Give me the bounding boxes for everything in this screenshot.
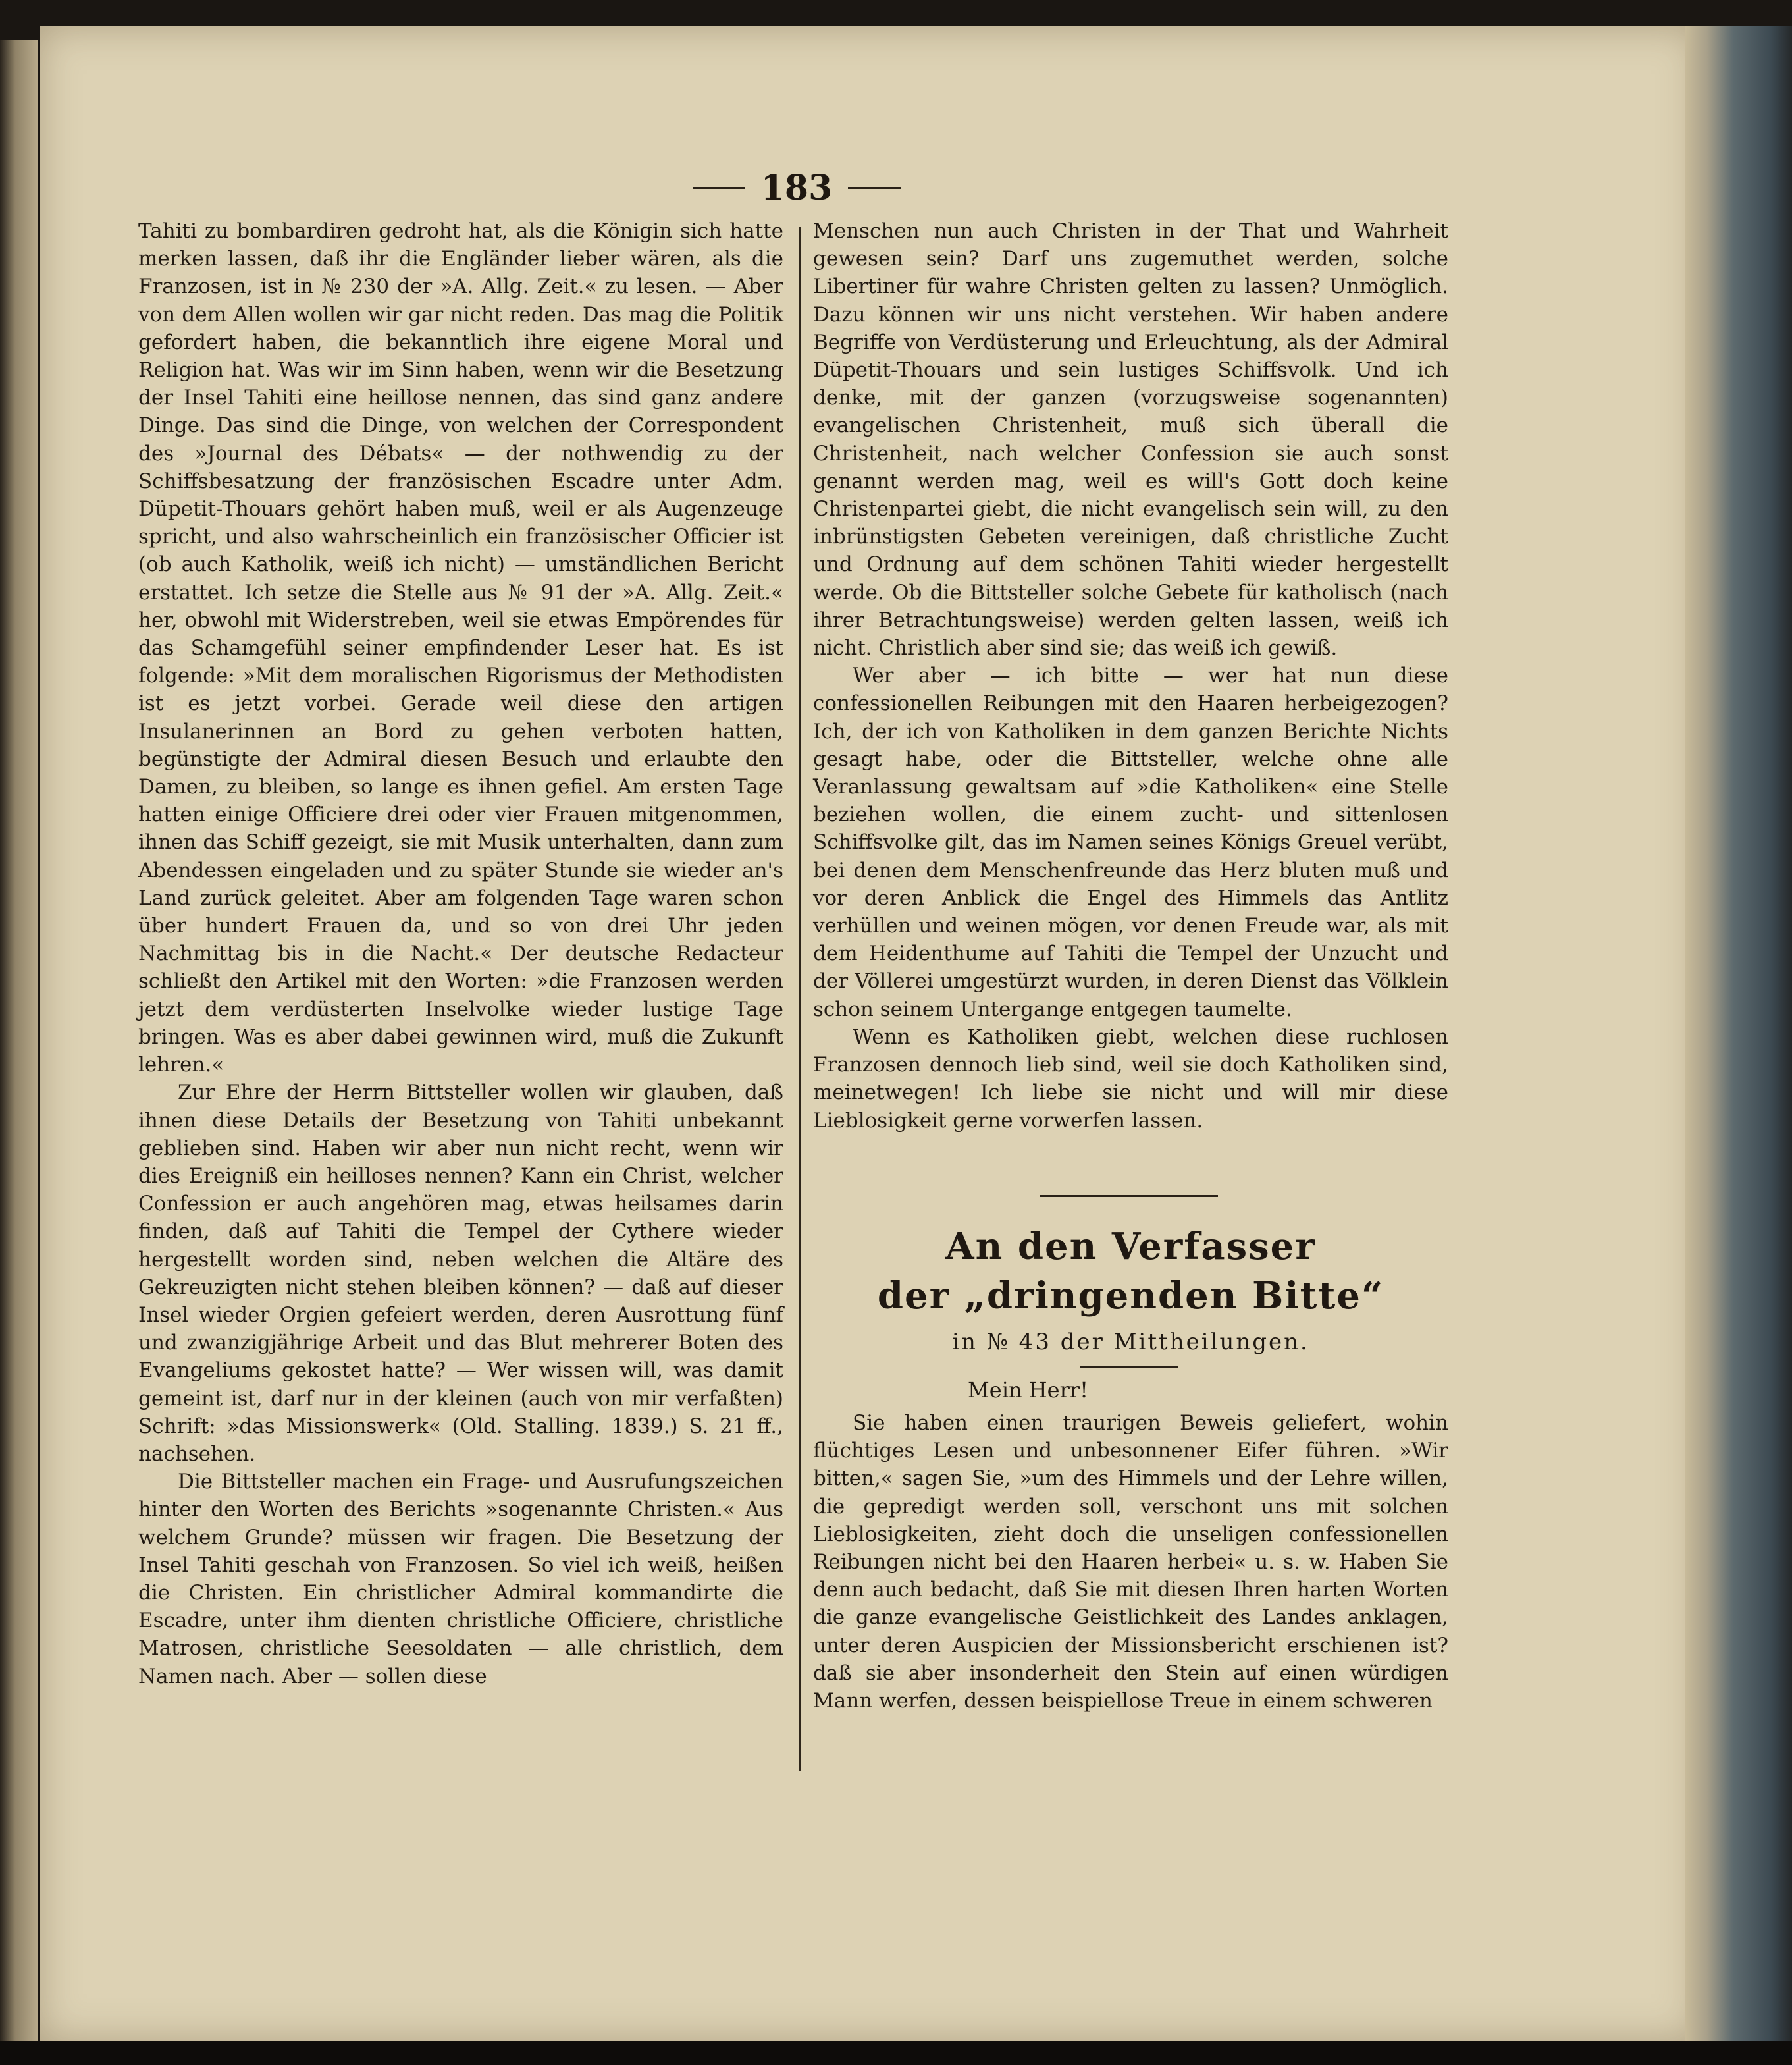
page-header [678,165,915,211]
column-divider [799,227,801,1771]
header-rule-right [848,187,901,189]
paragraph: Tahiti zu bombardiren gedroht hat, als die Königin sich hatte merken lassen, daß ihr die Engländer lieber wären, als die Franzosen, ist in № 230 der »A. Allg. Zeit.« zu lesen. — Aber von dem Allen wollen wir gar nicht reden. Das mag die Politik gefordert haben, die bekanntlich ihre eigene Moral und Religion hat. Was wir im Sinn haben, wenn wir die Besetzung der Insel Tahiti eine heillose nennen, das sind ganz andere Dinge. Das sind die Dinge, von welchen der Correspondent des »Journal des Débats« — der nothwendig zu der Schiffsbesatzung der französischen Escadre unter Adm. Düpetit-Thouars gehört haben muß, weil er als Augenzeuge spricht, und also wahrscheinlich ein französischer Officier ist (ob auch Katholik, weiß ich nicht) — umständlichen Bericht erstattet. Ich setze die Stelle aus № 91 der »A. Allg. Zeit.« her, obwohl mit Widerstreben, weil sie etwas Empörendes für das Schamgefühl seiner empfindender Leser hat. Es ist folgende: »Mit dem moralischen Rigorismus der Methodisten ist es jetzt vorbei. Gerade weil diese den artigen Insulanerinnen an Bord zu gehen verboten hatten, begünstigte der Admiral diesen Besuch und erlaubte den Damen, zu bleiben, so lange es ihnen gefiel. Am ersten Tage hatten einige Officiere drei oder vier Frauen mitgenommen, ihnen das Schiff gezeigt, sie mit Musik unterhalten, dann zum Abendessen eingeladen und zu später Stunde sie wieder an's Land zurück geleitet. Aber am folgenden Tage waren schon über hundert Frauen da, und so von drei Uhr jeden Nachmittag bis in die Nacht.« Der deutsche Redacteur schließt den Artikel mit den Worten: »die Franzosen werden jetzt dem verdüsterten Inselvolke wieder lustige Tage bringen. Was es aber dabei gewinnen wird, muß die Zukunft lehren.« [138,219,783,1077]
section-subtitle: in № 43 der Mittheilungen. [952,1329,1309,1355]
section-rule-bottom [1080,1366,1178,1368]
salutation: Mein Herr! [968,1378,1089,1403]
section-title: An den Verfasser [945,1225,1316,1268]
header-rule-left [693,187,745,189]
section-rule-top [1040,1195,1218,1197]
paragraph: Menschen nun auch Christen in der That und Wahrheit gewesen sein? Darf uns zugemuthet werden, solche Libertiner für wahre Christen gelten zu lassen? Unmöglich. Dazu können wir uns nicht verstehen. Wir haben andere Begriffe von Verdüsterung und Erleuchtung, als der Admiral Düpetit-Thouars und sein lustiges Schiffsvolk. Und ich denke, mit der ganzen (vorzugsweise sogenannten) evangelischen Christenheit, muß sich überall die Christenheit, nach welcher Confession sie auch sonst genannt werden mag, weil es will's Gott doch keine Christenpartei giebt, die nicht evangelisch sein will, zu den inbrünstigsten Gebeten vereinigen, daß christliche Zucht und Ordnung auf dem schönen Tahiti wieder hergestellt werde. Ob die Bittsteller solche Gebete für katholisch (nach ihrer Betrachtungsweise) werden gelten lassen, weiß ich nicht. Christlich aber sind sie; das weiß ich gewiß. [813,219,1448,660]
book-cover-edge [1685,26,1792,2041]
paragraph: Wer aber — ich bitte — wer hat nun diese confessionellen Reibungen mit den Haaren herbeigezogen? Ich, der ich von Katholiken in dem ganzen Berichte Nichts gesagt habe, oder die Bittsteller, welche ohne alle Veranlassung gewaltsam auf »die Katholiken« eine Stelle beziehen wollen, die einem zucht- und sittenlosen Schiffsvolke gilt, das im Namen seines Königs Greuel verübt, bei denen dem Menschenfreunde das Herz bluten muß und vor deren Anblick die Engel des Himmels das Antlitz verhüllen und weinen mögen, vor denen Freude war, als mit dem Heidenthume auf Tahiti die Tempel der Unzucht und der Völlerei umgestürzt wurden, in deren Dienst das Völklein schon seinem Untergange entgegen taumelte. [813,664,1448,1021]
facing-page-edge [0,40,38,2041]
right-column [813,217,1448,1135]
paragraph: Die Bittsteller machen ein Frage- und Ausrufungszeichen hinter den Worten des Berichts »sogenannte Christen.« Aus welchem Grunde? müssen wir fragen. Die Besetzung der Insel Tahiti geschah von Franzosen. So viel ich weiß, heißen die Christen. Ein christlicher Admiral kommandirte die Escadre, unter ihm dienten christliche Officiere, christliche Matrosen, christliche Seesoldaten — alle christlich, dem Namen nach. Aber — sollen diese [138,1470,783,1688]
paragraph: Wenn es Katholiken giebt, welchen diese ruchlosen Franzosen dennoch lieb sind, weil sie doch Katholiken sind, meinetwegen! Ich liebe sie nicht und will mir diese Lieblosigkeit gerne vorwerfen lassen. [813,1025,1448,1133]
paragraph: Sie haben einen traurigen Beweis geliefert, wohin flüchtiges Lesen und unbesonnener Eifer führen. »Wir bitten,« sagen Sie, »um des Himmels und der Lehre willen, die gepredigt werden soll, verschont uns mit solchen Lieblosigkeiten, zieht doch die unseligen confessionellen Reibungen nicht bei den Haaren herbei« u. s. w. Haben Sie denn auch bedacht, daß Sie mit diesen Ihren harten Worten die ganze evangelische Geistlichkeit des Landes anklagen, unter deren Auspicien der Missionsbericht erschienen ist? daß sie aber insonderheit den Stein auf einen würdigen Mann werfen, dessen beispiellose Treue in einem schweren [813,1411,1448,1713]
left-column [138,217,783,1690]
letter-body [813,1409,1448,1715]
section-title-line2: der „dringenden Bitte“ [877,1274,1384,1318]
scan-background [0,2041,1792,2065]
paragraph: Zur Ehre der Herrn Bittsteller wollen wir glauben, daß ihnen diese Details der Besetzung von Tahiti unbekannt geblieben sind. Haben wir aber nun nicht recht, wenn wir dies Ereigniß ein heilloses nennen? Kann ein Christ, welcher Confession er auch angehören mag, etwas heilsames darin finden, daß auf Tahiti die Tempel der Cythere wieder hergestellt worden sind, neben welchen die Altäre des Gekreuzigten nicht stehen bleiben können? — daß auf dieser Insel wieder Orgien gefeiert werden, deren Ausrottung fünf und zwanzigjährige Arbeit und das Blut mehrerer Boten des Evangeliums gekostet hatte? — Wer wissen will, was damit gemeint ist, darf nur in der kleinen (auch von mir verfaßten) Schrift: »das Missionswerk« (Old. Stalling. 1839.) S. 21 ff., nachsehen. [138,1081,783,1466]
page-number: 183 [760,167,833,208]
